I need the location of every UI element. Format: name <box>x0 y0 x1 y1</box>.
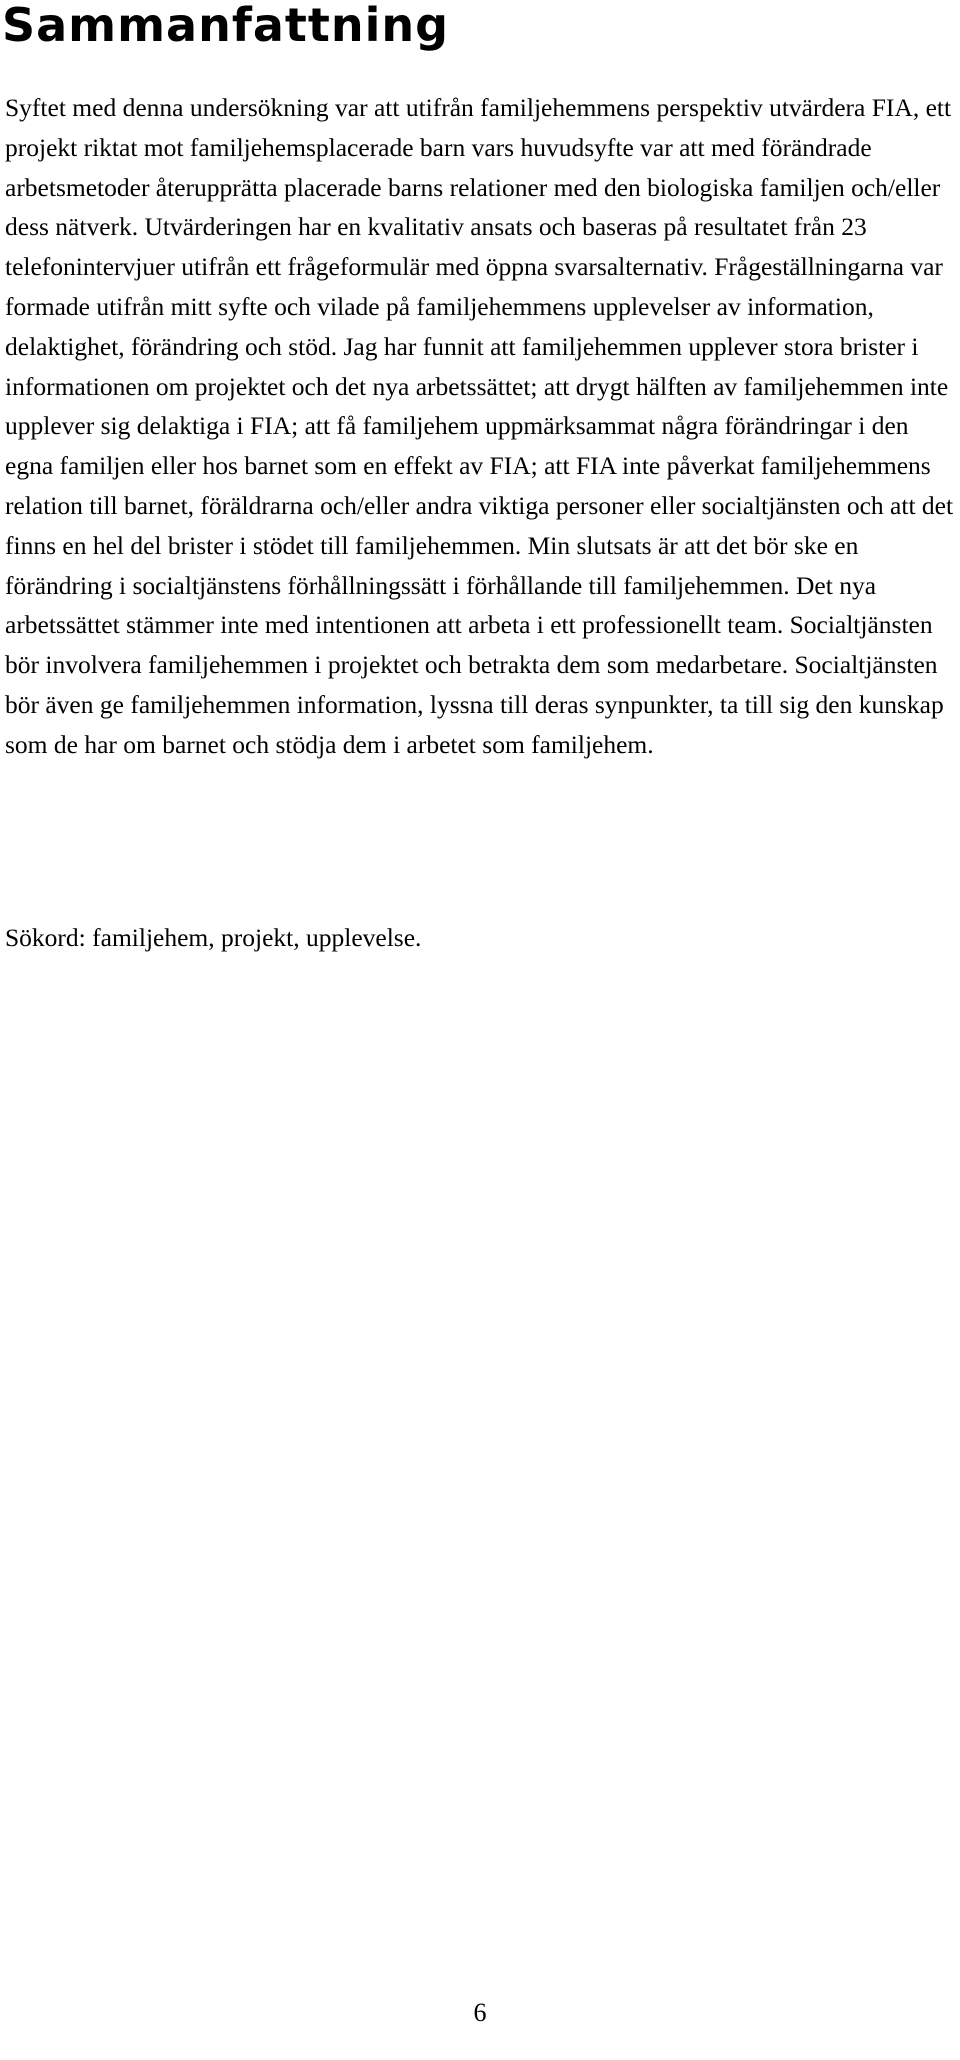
page-title: Sammanfattning <box>2 0 450 52</box>
keywords-line: Sökord: familjehem, projekt, upplevelse. <box>5 923 422 952</box>
abstract-paragraph: Syftet med denna undersökning var att utifrån familjehemmens perspektiv utvärdera FIA, ett projekt riktat mot familjehemsplacerade barn vars huvudsyfte var att med förändrade arbetsmetoder återupprätta placerade barns relationer med den biologiska familjen och/eller dess nätverk. Utvärderingen har en kvalitativ ansats och baseras på resultatet från 23 telefonintervjuer utifrån ett frågeformulär med öppna svarsalternativ. Frågeställningarna var formade utifrån mitt syfte och vilade på familjehemmens upplevelser av information, delaktighet, förändring och stöd. Jag har funnit att familjehemmen upplever stora brister i informationen om projektet och det nya arbetssättet; att drygt hälften av familjehemmen inte upplever sig delaktiga i FIA; att få familjehem uppmärksammat några förändringar i den egna familjen eller hos barnet som en effekt av FIA; att FIA inte påverkat familjehemmens relation till barnet, föräldrarna och/eller andra viktiga personer eller socialtjänsten och att det finns en hel del brister i stödet till familjehemmen. Min slutsats är att det bör ske en förändring i socialtjänstens förhållningssätt i förhållande till familjehemmen. Det nya arbetssättet stämmer inte med intentionen att arbeta i ett professionellt team. Socialtjänsten bör involvera familjehemmen i projektet och betrakta dem som medarbetare. Socialtjänsten bör även ge familjehemmen information, lyssna till deras synpunkter, ta till sig den kunskap som de har om barnet och stödja dem i arbetet som familjehem. <box>5 93 954 759</box>
page-number: 6 <box>473 1998 487 2027</box>
